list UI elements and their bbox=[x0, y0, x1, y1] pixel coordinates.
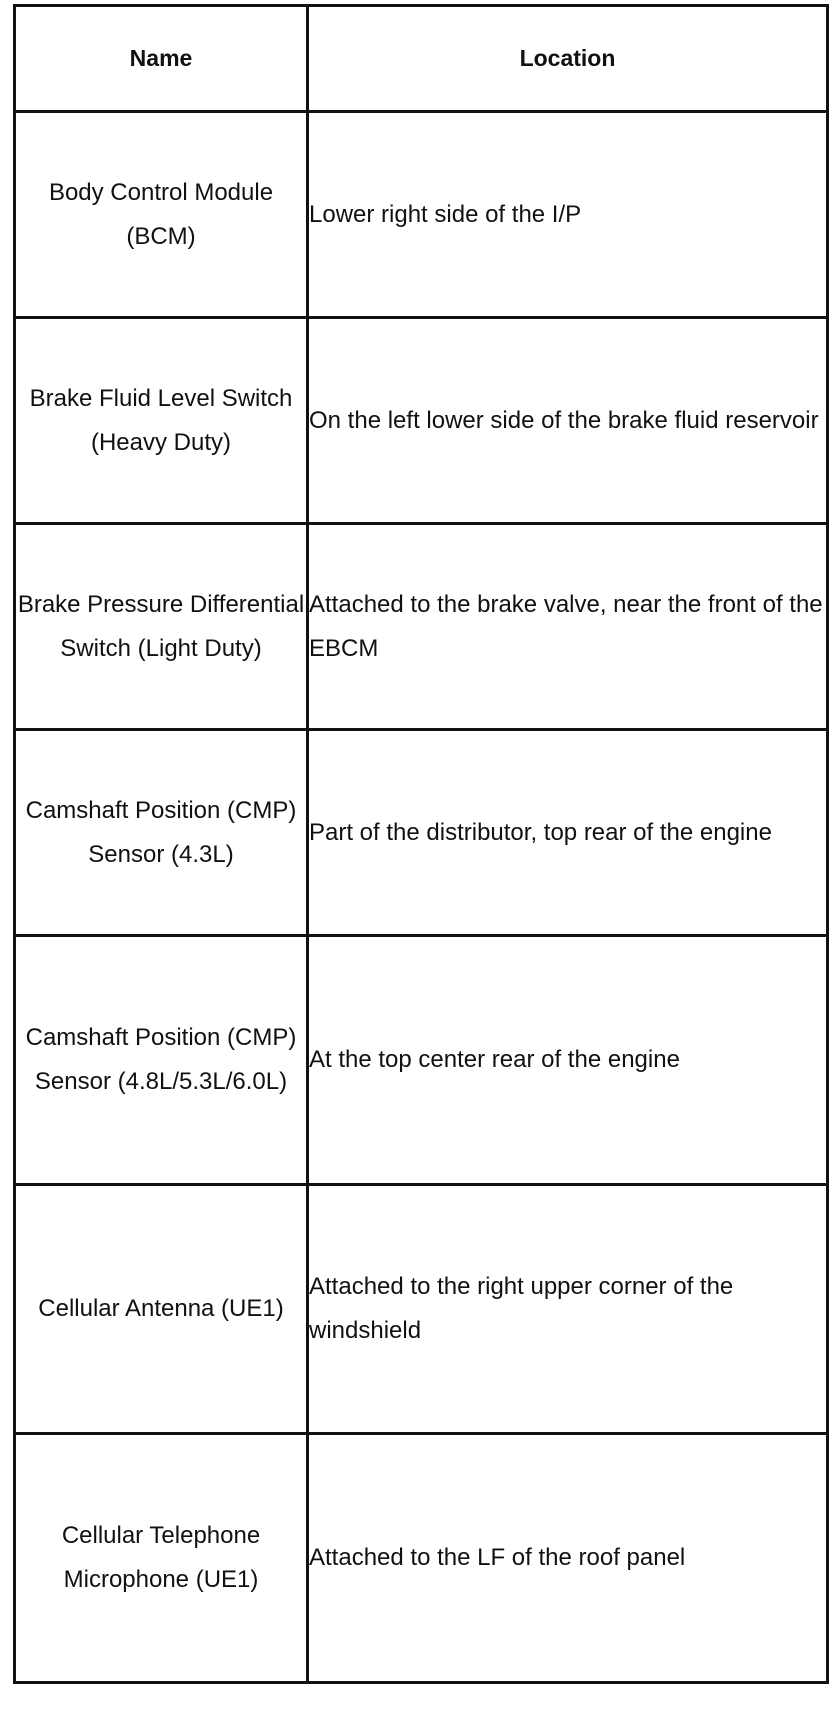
component-name: Body Control Module (BCM) bbox=[15, 112, 308, 318]
table-row bbox=[15, 936, 828, 1185]
component-location: Attached to the LF of the roof panel bbox=[308, 1434, 828, 1683]
header-row bbox=[15, 6, 828, 112]
header-location: Location bbox=[308, 6, 828, 112]
table-row bbox=[15, 730, 828, 936]
table-row bbox=[15, 1434, 828, 1683]
component-location-table bbox=[13, 4, 829, 1684]
component-name: Camshaft Position (CMP) Sensor (4.3L) bbox=[15, 730, 308, 936]
table-row bbox=[15, 1185, 828, 1434]
component-name: Camshaft Position (CMP) Sensor (4.8L/5.3L/6.0L) bbox=[15, 936, 308, 1185]
component-location: Attached to the brake valve, near the front of the EBCM bbox=[308, 524, 828, 730]
table-row bbox=[15, 524, 828, 730]
component-name: Brake Fluid Level Switch (Heavy Duty) bbox=[15, 318, 308, 524]
component-name: Cellular Telephone Microphone (UE1) bbox=[15, 1434, 308, 1683]
header-name: Name bbox=[15, 6, 308, 112]
table-row bbox=[15, 318, 828, 524]
component-location: At the top center rear of the engine bbox=[308, 936, 828, 1185]
component-name: Cellular Antenna (UE1) bbox=[15, 1185, 308, 1434]
component-name: Brake Pressure Differential Switch (Light Duty) bbox=[15, 524, 308, 730]
table-row bbox=[15, 112, 828, 318]
component-location: Lower right side of the I/P bbox=[308, 112, 828, 318]
component-location: On the left lower side of the brake fluid reservoir bbox=[308, 318, 828, 524]
component-location: Part of the distributor, top rear of the engine bbox=[308, 730, 828, 936]
component-location: Attached to the right upper corner of the windshield bbox=[308, 1185, 828, 1434]
